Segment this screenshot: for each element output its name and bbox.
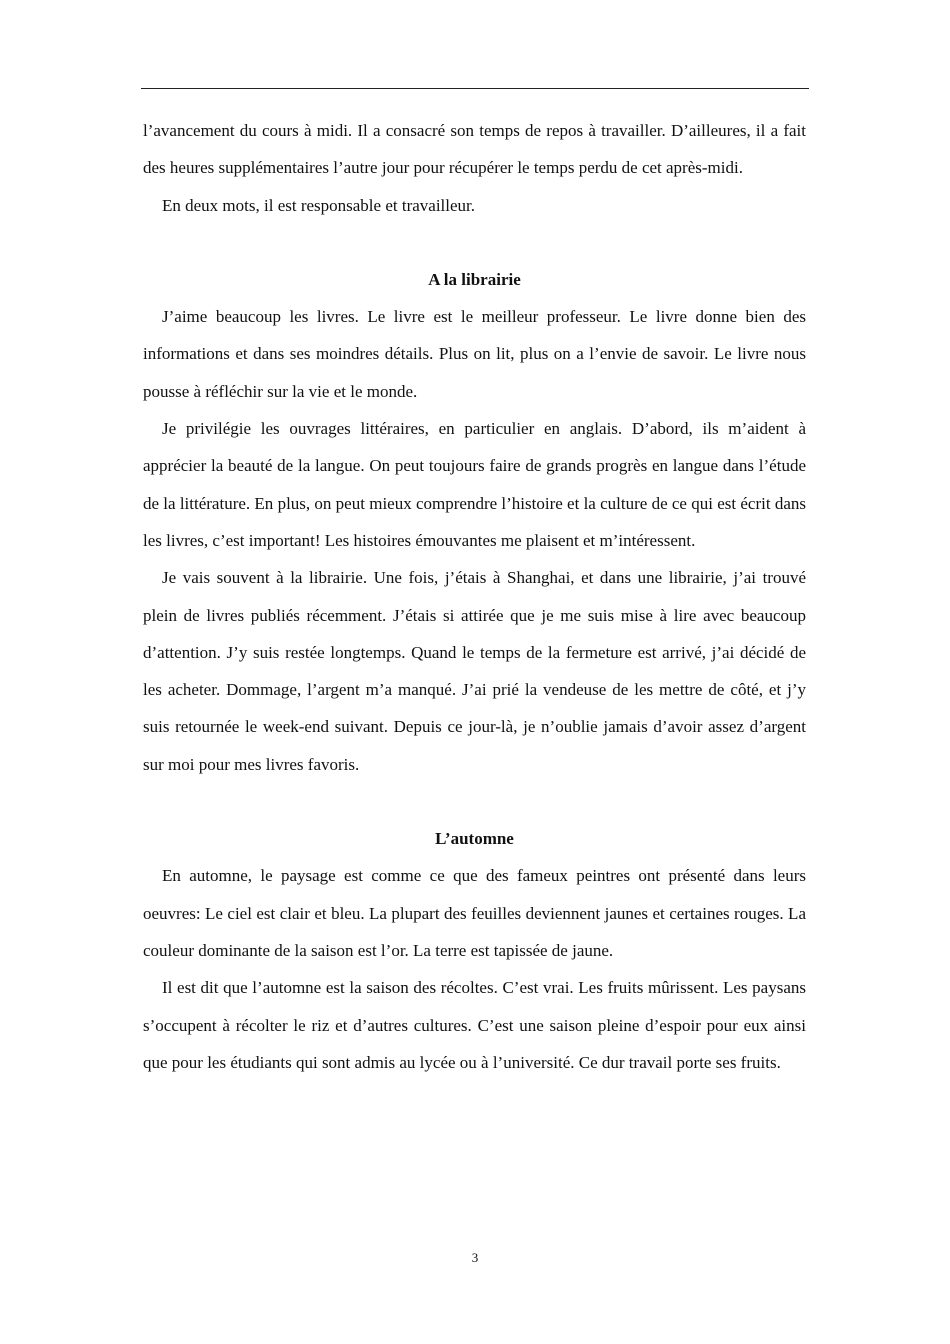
section-heading-librairie: A la librairie — [428, 269, 521, 289]
automne-paragraph-1: En automne, le paysage est comme ce que des fameux peintres ont présenté dans leurs oeuvres: Le ciel est clair et bleu. La plupart des feuilles deviennent jaunes et certaines rouges. La couleur dominante de la saison est l’or. La terre est tapissée de jaune. — [143, 866, 806, 960]
librairie-paragraph-1: J’aime beaucoup les livres. Le livre est le meilleur professeur. Le livre donne bien des informations et dans ses moindres détails. Plus on lit, plus on a l’envie de savoir. Le livre nous pousse à réfléchir sur la vie et le monde. — [143, 307, 806, 401]
section-heading-automne: L’automne — [435, 829, 514, 849]
intro-paragraph-continued: l’avancement du cours à midi. Il a consacré son temps de repos à travailler. D’ailleures, il a fait des heures supplémentaires l’autre jour pour récupérer le temps perdu de cet après-midi. — [143, 121, 806, 178]
page-number: 3 — [471, 1250, 479, 1265]
librairie-paragraph-3: Je vais souvent à la librairie. Une fois, j’étais à Shanghai, et dans une librairie, j’ai trouvé plein de livres publiés récemment. J’étais si attirée que je me suis mise à lire avec beaucoup d’attention. J’y suis restée longtemps. Quand le temps de la fermeture est arrivé, j’ai décidé de les acheter. Dommage, l’argent m’a manqué. J’ai prié la vendeuse de les mettre de côté, et j’y suis retournée le week-end suivant. Depuis ce jour-là, je n’oublie jamais d’avoir assez d’argent sur moi pour mes livres favoris. — [143, 568, 806, 774]
intro-paragraph-summary: En deux mots, il est responsable et travailleur. — [162, 195, 476, 215]
automne-paragraph-2: Il est dit que l’automne est la saison des récoltes. C’est vrai. Les fruits mûrissent. Les paysans s’occupent à récolter le riz et d’autres cultures. C’est une saison pleine d’espoir pour eux ainsi que pour les étudiants qui sont admis au lycée ou à l’université. Ce dur travail porte ses fruits. — [143, 978, 806, 1072]
header-rule — [141, 88, 809, 89]
page-body — [143, 112, 806, 1081]
librairie-paragraph-2: Je privilégie les ouvrages littéraires, en particulier en anglais. D’abord, ils m’aident à apprécier la beauté de la langue. On peut toujours faire de grands progrès en langue dans l’étude de la littérature. En plus, on peut mieux comprendre l’histoire et la culture de ce qui est écrit dans les livres, c’est important! Les histoires émouvantes me plaisent et m’intéressent. — [143, 419, 806, 550]
